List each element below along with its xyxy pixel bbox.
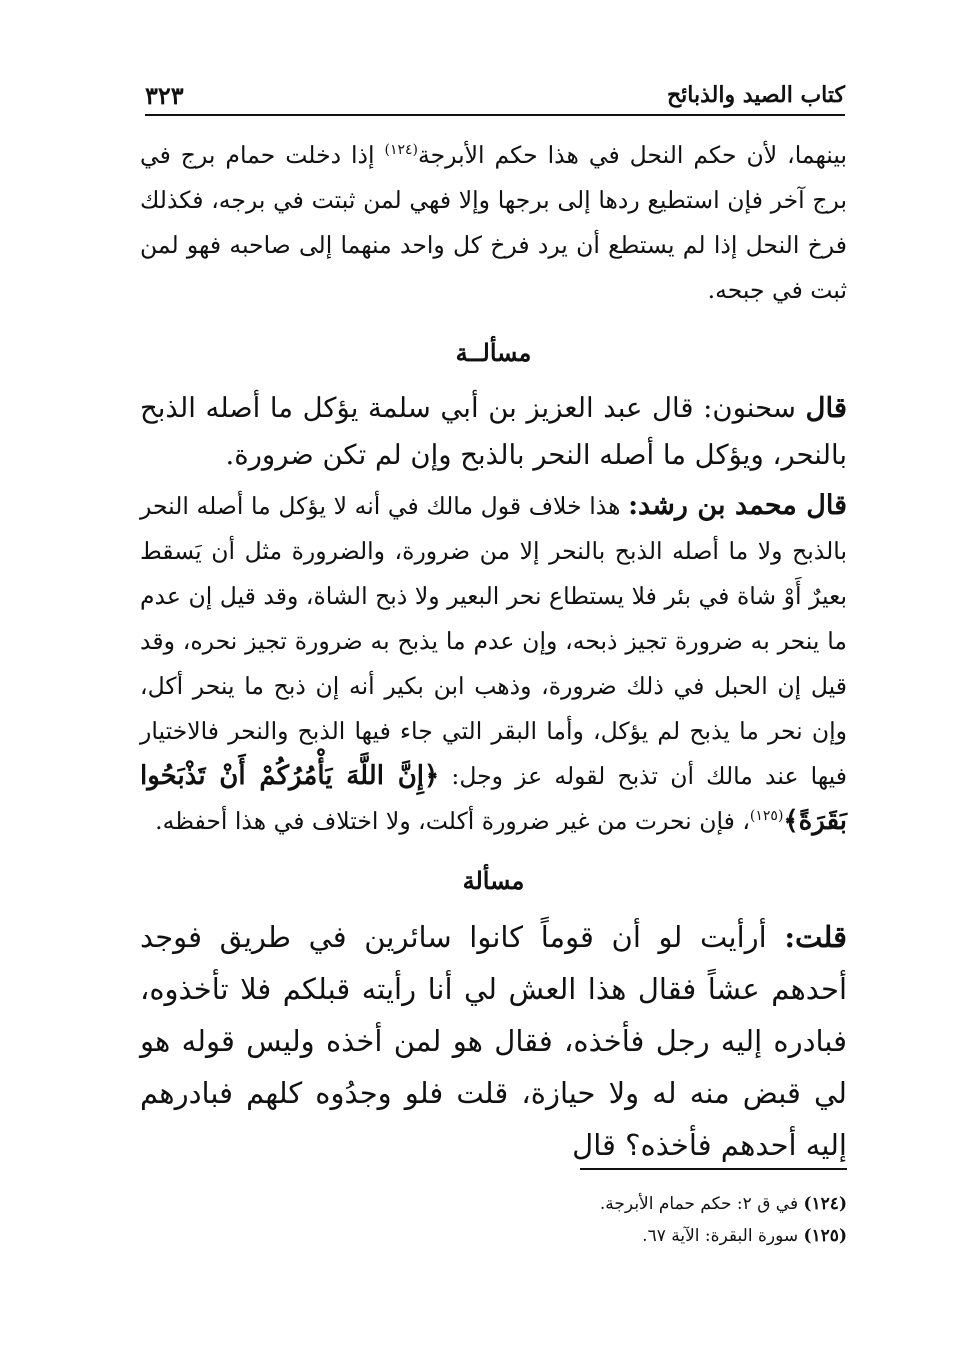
- paragraph-2-text: سحنون: قال عبد العزيز بن أبي سلمة يؤكل ما أصله الذبح بالنحر، ويؤكل ما أصله النحر بالذبح وإن لم تكن ضرورة.: [140, 392, 847, 471]
- paragraph-1-text-a: بينهما، لأن حكم النحل في هذا حكم الأبرجة: [418, 141, 847, 169]
- paragraph-3: [140, 483, 847, 844]
- paragraph-4-lead: قلت:: [784, 920, 847, 954]
- footnote-ref-125: (١٢٥): [749, 808, 784, 825]
- footnote-text: سورة البقرة: الآية ٦٧.: [642, 1226, 804, 1246]
- footnote-text: في ق ٢: حكم حمام الأبرجة.: [599, 1194, 804, 1214]
- paragraph-1: [140, 133, 847, 313]
- header-divider: [145, 114, 845, 116]
- footnotes: [140, 1188, 847, 1252]
- paragraph-2-lead: قال: [805, 392, 847, 424]
- footnote-divider: [580, 1168, 847, 1170]
- section-heading-1: مسألــة: [455, 338, 532, 367]
- footnote-number: (١٢٤): [803, 1194, 847, 1214]
- paragraph-4-text: أرأيت لو أن قوماً كانوا سائرين في طريق فوجد أحدهم عشاً فقال هذا العش لي أنا رأيته قبلكم فلا تأخذوه، فبادره إليه رجل فأخذه، فقال هو لمن أخذه وليس قوله هو لي قبض منه له ولا حيازة، قلت فلو وجدُوه كلهم فبادرهم إليه أحدهم فأخذه؟ قال: [140, 920, 847, 1162]
- main-text: [140, 133, 847, 1171]
- footnote-ref-124: (١٢٤): [384, 142, 419, 159]
- paragraph-3-lead: قال محمد بن رشد:: [628, 490, 847, 521]
- running-header: [145, 62, 845, 114]
- paragraph-3-text-a: هذا خلاف قول مالك في أنه لا يؤكل ما أصله النحر بالذبح ولا ما أصله الذبح بالنحر إلا من ضرورة، والضرورة مثل أن يَسقط بعيرٌ أَوْ شاة في بئر فلا يستطاع نحر البعير ولا ذبح الشاة، وقد قيل إن عدم ما ينحر به ضرورة تجيز ذبحه، وإن عدم ما يذبح به ضرورة تجيز نحره، وقد قيل إن الحبل في ذلك ضرورة، وذهب ابن بكير أنه إن ذبح ما ينحر أكل، وإن نحر ما يذبح لم يؤكل، وأما البقر التي جاء فيها الذبح والنحر فالاختيار فيها عند مالك أن تذبح لقوله عز وجل:: [140, 492, 847, 790]
- header-title: كتاب الصيد والذبائح: [666, 82, 845, 108]
- page-number: ٣٢٣: [145, 81, 184, 110]
- paragraph-4: [140, 911, 847, 1171]
- footnote-number: (١٢٥): [803, 1226, 847, 1246]
- quran-verse: ﴿إِنَّ اللَّهَ يَأْمُرُكُمْ أَنْ تَذْبَحُوا بَقَرَةً﴾: [140, 761, 847, 836]
- footnote-124: [140, 1188, 847, 1220]
- footnote-125: [140, 1220, 847, 1252]
- paragraph-2: [140, 385, 847, 479]
- paragraph-1-text-b: إذا دخلت حمام برج في برج آخر فإن استطيع ردها إلى برجها وإلا فهي لمن ثبتت في برجه، فكذلك فرخ النحل إذا لم يستطع أن يرد فرخ كل واحد منهما إلى صاحبه فهو لمن ثبت في جبحه.: [140, 141, 847, 304]
- section-heading-2: مسألة: [462, 866, 525, 895]
- paragraph-3-text-b: ، فإن نحرت من غير ضرورة أكلت، ولا اختلاف في هذا أحفظه.: [155, 807, 750, 835]
